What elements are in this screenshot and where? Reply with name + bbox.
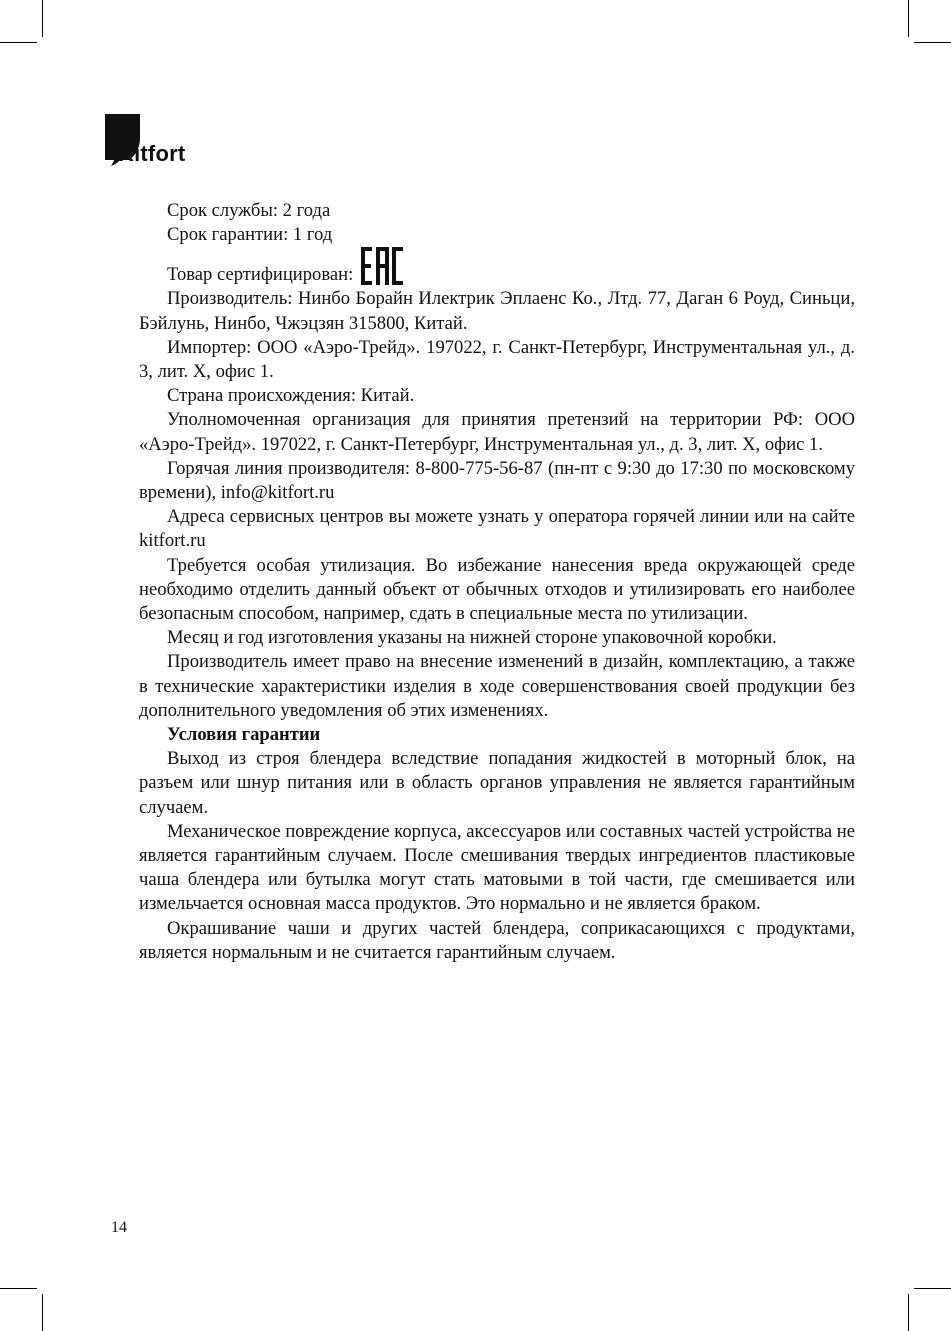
crop-mark <box>42 1294 43 1331</box>
certification-row <box>139 247 855 287</box>
paragraph: Месяц и год изготовления указаны на нижней стороне упаковочной коробки. <box>167 627 777 649</box>
crop-mark <box>908 1294 909 1331</box>
paragraph: Производитель имеет право на внесение изменений в дизайн, комплектацию, а также в технические характеристики изделия в ходе совершенствования своей продукции без дополнительного уведомления об этих изменениях. <box>139 651 855 721</box>
paragraph: Производитель: Нинбо Борайн Илектрик Эплаенс Ко., Лтд. 77, Даган 6 Роуд, Синьци, Бэйлунь, Нинбо, Чжэцзян 315800, Китай. <box>139 288 855 334</box>
paragraph: Выход из строя блендера вследствие попадания жидкостей в моторный блок, на разъем или шнур питания или в область органов управления не является гарантийным случаем. <box>139 748 855 818</box>
paragraph: Горячая линия производителя: 8-800-775-56-87 (пн-пт с 9:30 до 17:30 по московскому времени), info@kitfort.ru <box>139 457 855 504</box>
paragraph: Страна происхождения: Китай. <box>167 385 415 407</box>
crop-mark <box>0 1288 37 1289</box>
crop-mark <box>914 42 951 43</box>
paragraph: Адреса сервисных центров вы можете узнать у оператора горячей линии или на сайте kitfort.ru <box>139 506 855 552</box>
paragraph: Требуется особая утилизация. Во избежание нанесения вреда окружающей среде необходимо отделить данный объект от обычных отходов и утилизировать его наиболее безопасным способом, например, сдать в специальные места по утилизации. <box>139 554 855 625</box>
crop-mark <box>908 0 909 37</box>
crop-mark <box>914 1288 951 1289</box>
crop-mark <box>42 0 43 37</box>
warranty-period: Срок гарантии: 1 год <box>167 224 333 246</box>
crop-mark <box>0 42 37 43</box>
service-life: Срок службы: 2 года <box>167 200 331 221</box>
eac-mark-icon <box>361 247 403 285</box>
paragraph: Уполномоченная организация для принятия претензий на территории РФ: ООО «Аэро-Трейд». 197022, г. Санкт-Петербург, Инструментальная ул., д. 3, лит. Х, офис 1. <box>139 409 855 455</box>
brand-name: Kitfort <box>118 141 186 166</box>
paragraph: Механическое повреждение корпуса, аксессуаров или составных частей устройства не является гарантийным случаем. После смешивания твердых ингредиентов пластиковые чаша блендера или бутылка могут стать матовыми в той части, где смешивается или измельчается основная масса продуктов. Это нормально и не является браком. <box>139 820 856 915</box>
paragraph: Окрашивание чаши и других частей блендера, соприкасающихся с продуктами, является нормальным и не считается гарантийным случаем. <box>139 917 855 963</box>
warranty-heading: Условия гарантии <box>167 724 321 746</box>
paragraph: Импортер: ООО «Аэро-Трейд». 197022, г. Санкт-Петербург, Инструментальная ул., д. 3, лит. Х, офис 1. <box>139 336 855 383</box>
page-number: 14 <box>111 1219 127 1236</box>
document-body <box>139 199 855 965</box>
certified-label: Товар сертифицирован: <box>167 264 354 286</box>
